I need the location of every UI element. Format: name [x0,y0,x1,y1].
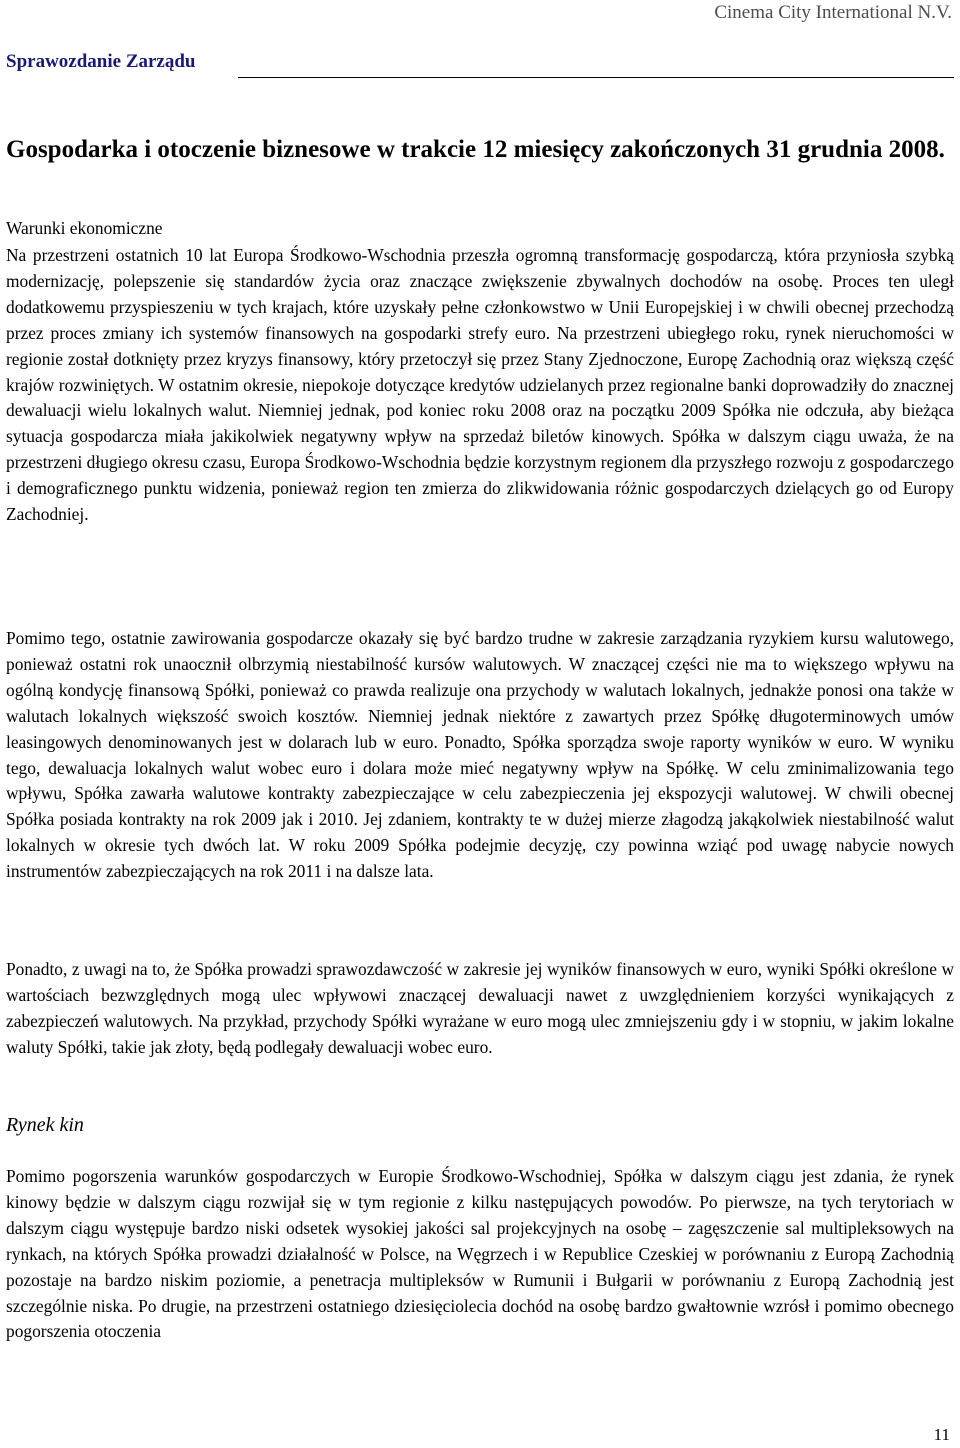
header-divider [238,77,954,78]
paragraph-cinema-1: Pomimo pogorszenia warunków gospodarczych w Europie Środkowo-Wschodniej, Spółka w dalszym ciągu jest zdania, że rynek kinowy będzie w dalszym ciągu rozwijał się w tym regionie z kilku następujących powodów. Po pierwsze, na tych terytoriach w dalszym ciągu występuje bardzo niski odsetek wysokiej jakości sal projekcyjnych na osobę – zagęszczenie sal multipleksowych na rynkach, na których Spółka prowadzi działalność w Polsce, na Węgrzech i w Republice Czeskiej w porównaniu z Europą Zachodnią pozostaje na bardzo niskim poziomie, a penetracja multipleksów w Rumunii i Bułgarii w porównaniu z Europą Zachodnią jest szczególnie niska. Po drugie, na przestrzeni ostatniego dziesięciolecia dochód na osobę bardzo gwałtownie wzrósł i pomimo obecnego pogorszenia otoczenia [6,1166,954,1342]
company-name: Cinema City International N.V. [714,2,952,23]
section-title-cinema-market: Rynek kin [6,1114,84,1136]
paragraph-economic-2: Pomimo tego, ostatnie zawirowania gospodarcze okazały się być bardzo trudne w zakresie zarządzania ryzykiem kursu walutowego, ponieważ ostatni rok unaocznił olbrzymią niestabilność kursów walutowych. W znaczącej części nie ma to większego wpływu na ogólną kondycję finansową Spółki, ponieważ co prawda realizuje ona przychody w walutach lokalnych, jednakże ponosi ona także w walutach lokalnych większość swoich kosztów. Niemniej jednak niektóre z zawartych przez Spółkę długoterminowych umów leasingowych denominowanych jest w dolarach lub w euro. Ponadto, Spółka sporządza swoje raporty wyników w euro. W wyniku tego, dewaluacja lokalnych walut wobec euro i dolara może mieć negatywny wpływ na Spółkę. W celu zminimalizowania tego wpływu, Spółka zawarła walutowe kontrakty zabezpieczające w celu zabezpieczenia jej ekspozycji walutowej. W chwili obecnej Spółka posiada kontrakty na rok 2009 jak i 2010. Jej zdaniem, kontrakty te w dużej mierze złagodzą jakąkolwiek niestabilność walut lokalnych w okresie tych dwóch lat. W roku 2009 Spółka podejmie decyzję, czy powinna wziąć pod uwagę nabycie nowych instrumentów zabezpieczających na rok 2011 i na dalsze lata. [6,628,954,882]
main-heading: Gospodarka i otoczenie biznesowe w trakcie 12 miesięcy zakończonych 31 grudnia 2008. [6,136,945,163]
paragraph-economic-3: Ponadto, z uwagi na to, że Spółka prowadzi sprawozdawczość w zakresie jej wyników finansowych w euro, wyniki Spółki określone w wartościach bezwzględnych mogą ulec wpływowi znaczącej dewaluacji nawet z uwzględnieniem korzyści wynikających z zabezpieczeń walutowych. Na przykład, przychody Spółki wyrażane w euro mogą ulec zmniejszeniu gdy i w stopniu, w jakim lokalne waluty Spółki, takie jak złoty, będą podlegały dewaluacji wobec euro. [6,959,954,1057]
section-title-economic-conditions: Warunki ekonomiczne [6,218,163,238]
paragraph-economic-1: Na przestrzeni ostatnich 10 lat Europa Środkowo-Wschodnia przeszła ogromną transformację gospodarczą, która przyniosła szybką modernizację, polepszenie się standardów życia oraz znaczące zwiększenie zbywalnych dochodów na osobę. Proces ten uległ dodatkowemu przyspieszeniu w tych krajach, które uzyskały pełne członkowstwo w Unii Europejskiej i w chwili obecnej przechodzą przez proces zmiany ich systemów finansowych na gospodarki strefy euro. Na przestrzeni ubiegłego roku, rynek nieruchomości w regionie został dotknięty przez kryzys finansowy, który przetoczył się przez Stany Zjednoczone, Europę Zachodnią oraz większą część krajów rozwiniętych. W ostatnim okresie, niepokoje dotyczące kredytów udzielanych przez regionalne banki doprowadziły do znacznej dewaluacji wielu lokalnych walut. Niemniej jednak, pod koniec roku 2008 oraz na początku 2009 Spółka nie odczuła, aby bieżąca sytuacja gospodarcza miała jakikolwiek negatywny wpływ na sprzedaż biletów kinowych. Spółka w dalszym ciągu uważa, że na przestrzeni długiego okresu czasu, Europa Środkowo-Wschodnia będzie korzystnym regionem dla przyszłego rozwoju z gospodarczego i demograficznego punktu widzenia, ponieważ region ten zmierza do zlikwidowania różnic gospodarczych dzielących go od Europy Zachodniej. [6,245,954,525]
report-title: Sprawozdanie Zarządu [6,51,196,72]
page-number: 11 [933,1425,950,1444]
